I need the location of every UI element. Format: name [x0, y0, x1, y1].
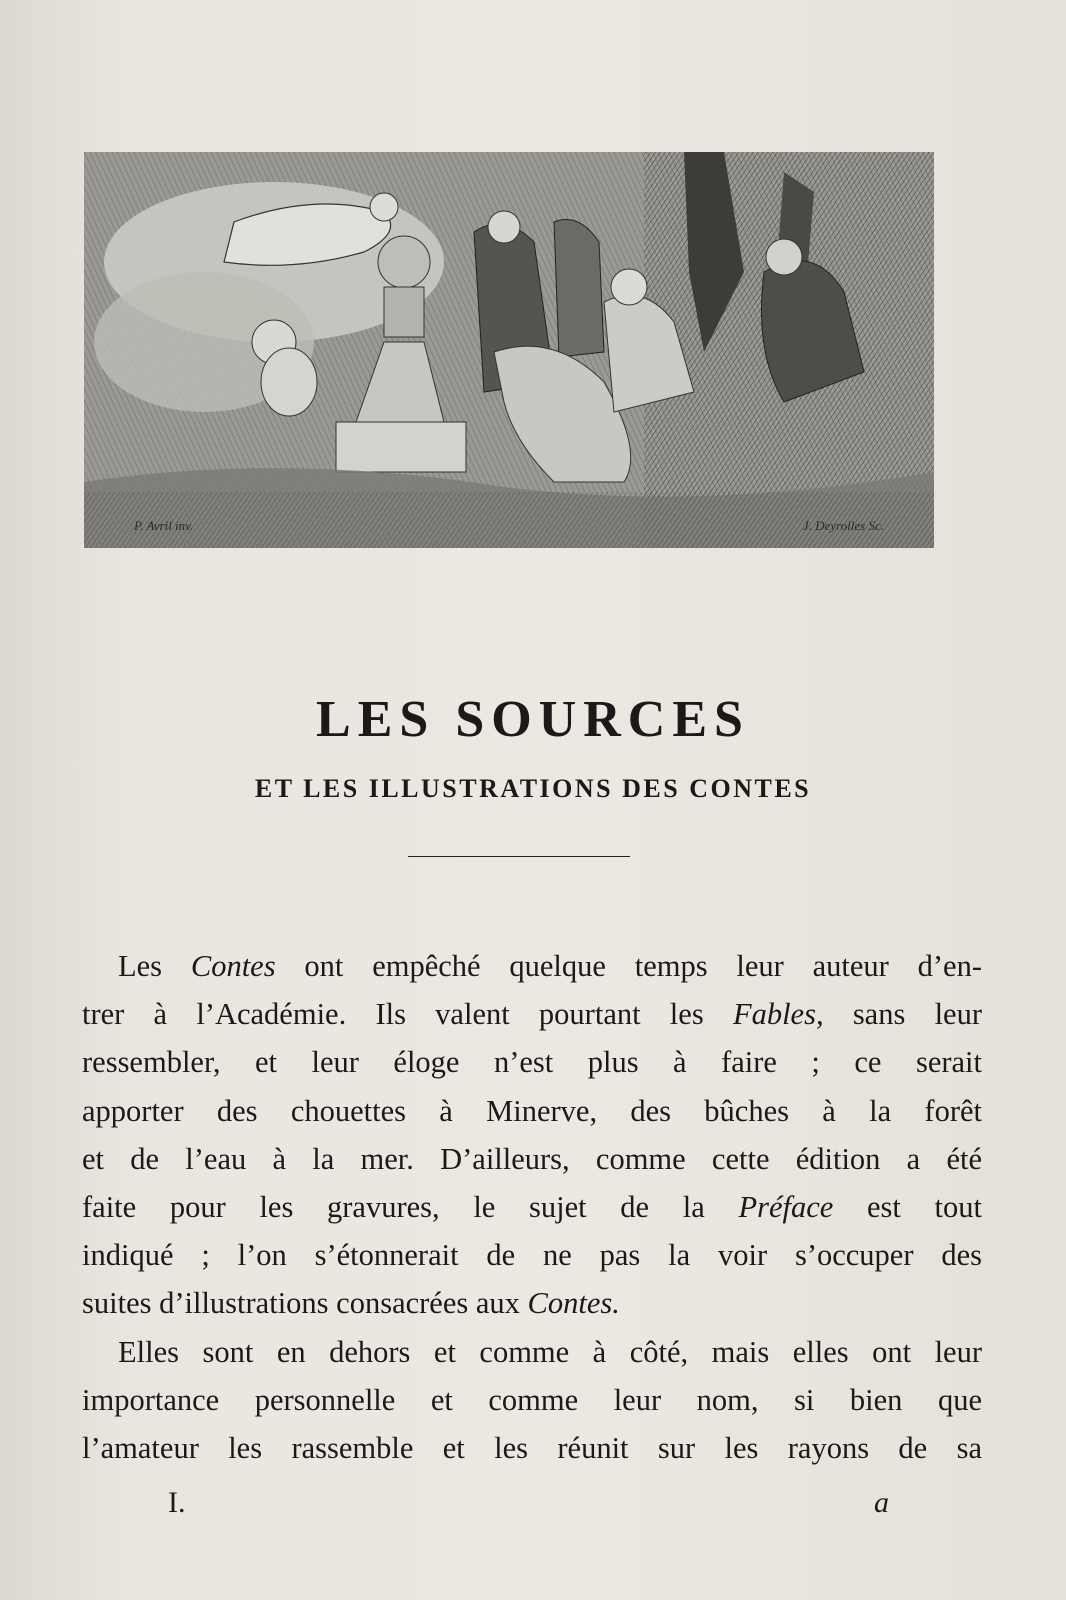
signature-mark: a — [874, 1486, 889, 1519]
paragraph2-line: l’amateur les rassemble et les réunit sur les rayons de sa — [82, 1431, 982, 1466]
engraving-signature-right: J. Deyrolles Sc. — [802, 518, 884, 533]
paragraph1-line: trer à l’Académie. Ils valent pourtant les Fables, sans leur — [82, 997, 982, 1032]
paragraph1-line: apporter des chouettes à Minerve, des bûches à la forêt — [82, 1093, 982, 1128]
paragraph2-line: Elles sont en dehors et comme à côté, mais elles ont leur — [118, 1334, 982, 1369]
page-subtitle: ET LES ILLUSTRATIONS DES CONTES — [254, 774, 812, 803]
paragraph1-line: indiqué ; l’on s’étonnerait de ne pas la voir s’occuper des — [82, 1238, 982, 1273]
engraving-illustration-icon — [84, 152, 934, 548]
paragraph1-line: et de l’eau à la mer. D’ailleurs, comme cette édition a été — [82, 1141, 982, 1176]
volume-number: I. — [168, 1486, 186, 1519]
title-divider — [408, 856, 630, 857]
paragraph2-line: importance personnelle et comme leur nom, si bien que — [82, 1382, 982, 1417]
paragraph1-line: ressembler, et leur éloge n’est plus à faire ; ce serait — [82, 1045, 982, 1080]
page-title: LES SOURCES — [316, 691, 750, 748]
paragraph1-line: Les Contes ont empêché quelque temps leur auteur d’en- — [118, 949, 982, 983]
paragraph1-line: faite pour les gravures, le sujet de la Préface est tout — [82, 1190, 982, 1225]
engraving-signature-left: P. Avril inv. — [134, 518, 194, 533]
paragraph1-line: suites d’illustrations consacrées aux Contes. — [82, 1286, 620, 1321]
engraving-illustration — [84, 152, 934, 548]
body-text — [82, 942, 982, 1472]
